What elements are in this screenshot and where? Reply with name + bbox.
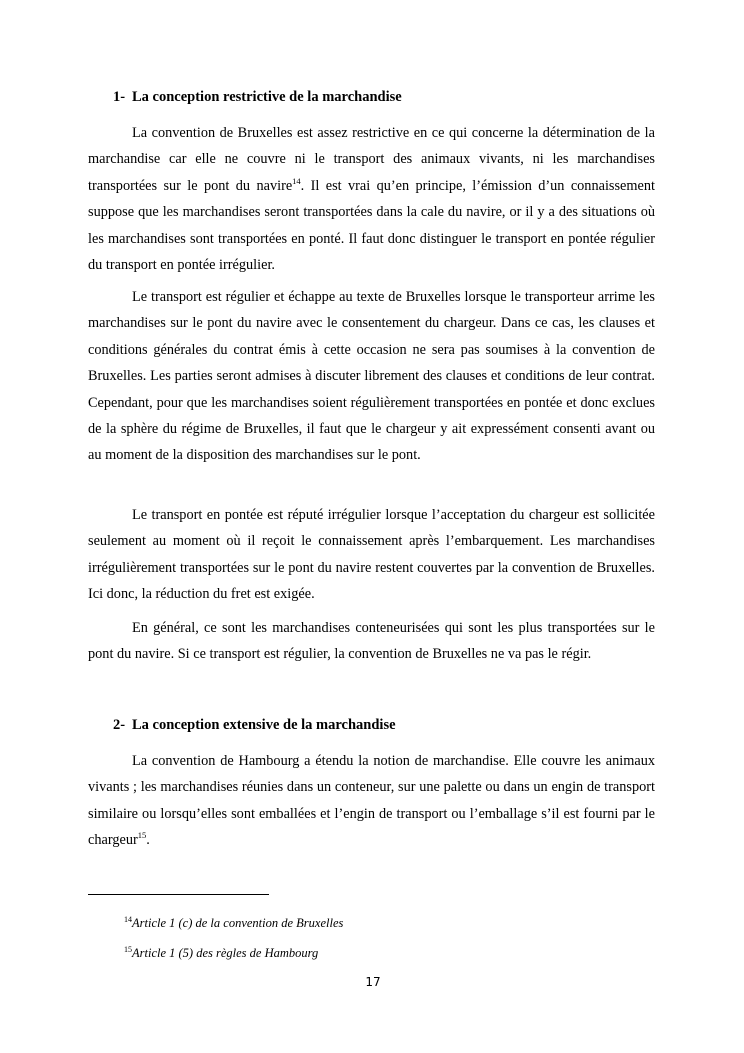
paragraph-text: . Il est vrai qu’en principe, l’émission d’un connaissement suppose que les marchandises seront transportées dans la cale du navire, or il y a des situations où les marchandises sont transportées en ponté. Il faut donc distinguer le transport en pontée régulier du transport en pontée irrégulier. [88,177,655,274]
footnote-14 [124,916,343,931]
section-2-title: La conception extensive de la marchandise [132,717,396,733]
section-1-paragraph-3: Le transport en pontée est réputé irrégulier lorsque l’acceptation du chargeur est sollicitée seulement au moment où il reçoit le connaissement après l’embarquement. Les marchandises irrégulièrement transportées sur le pont du navire restent couvertes par la convention de Bruxelles. Ici donc, la réduction du fret est exigée. [88,507,655,603]
footnote-15 [124,946,318,961]
paragraph-text: La convention de Bruxelles est assez restrictive en ce qui concerne la détermination de la marchandise car elle ne couvre ni le transport des animaux vivants, ni les marchandises transportées sur le pont du navire [88,125,655,194]
section-2-paragraph-1 [88,748,655,854]
section-1-title: La conception restrictive de la marchandise [132,89,402,105]
footnote-ref-14[interactable]: 14 [292,175,301,186]
section-1-paragraph-1 [88,120,655,278]
footnote-text: Article 1 (5) des règles de Hambourg [132,946,319,960]
section-2-heading [113,717,396,734]
section-2-number: 2- [113,717,126,733]
footnote-separator [88,894,269,895]
section-1-paragraph-4: En général, ce sont les marchandises conteneurisées qui sont les plus transportées sur le pont du navire. Si ce transport est régulier, la convention de Bruxelles ne va pas le régir. [88,620,655,663]
footnote-number: 15 [124,945,132,954]
footnote-text: Article 1 (c) de la convention de Bruxelles [132,916,344,930]
section-1-number: 1- [113,89,126,105]
page-number: 17 [365,975,381,989]
paragraph-text: . [146,832,150,849]
footnote-ref-15[interactable]: 15 [137,830,147,841]
section-1-paragraph-2: Le transport est régulier et échappe au texte de Bruxelles lorsque le transporteur arrime les marchandises sur le pont du navire avec le consentement du chargeur. Dans ce cas, les clauses et conditions générales du contrat émis à cette occasion ne sera pas soumises à la convention de Bruxelles. Les parties seront admises à discuter librement des clauses et conditions de leur contrat. Cependant, pour que les marchandises soient régulièrement transportées en pontée et donc exclues de la sphère du régime de Bruxelles, il faut que le chargeur y ait expressément consenti avant ou au moment de la disposition des marchandises sur le pont. [88,289,655,464]
paragraph-text: La convention de Hambourg a étendu la notion de marchandise. Elle couvre les animaux vivants ; les marchandises réunies dans un conteneur, sur une palette ou dans un engin de transport similaire ou lorsqu’elles sont emballées et l’engin de transport ou l’emballage s’il est fourni par le chargeur [88,753,655,849]
footnote-number: 14 [124,915,132,924]
section-1-heading [113,89,402,106]
